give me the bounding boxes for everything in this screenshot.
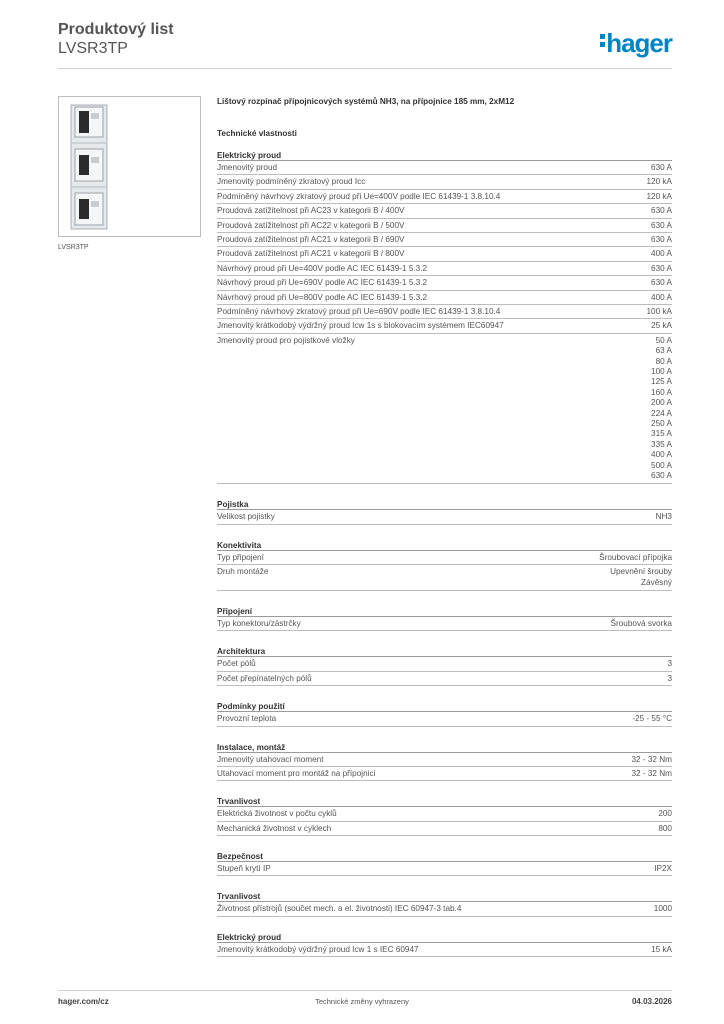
spec-value: 200 A [651,398,672,408]
section-title: Instalace, montáž [217,742,672,753]
page-title: Produktový list [58,21,174,38]
spec-label: Proudová zatížitelnost při AC21 v kategorii B / 800V [217,249,405,259]
spec-label: Jmenovitý krátkodobý výdržný proud Icw 1 s IEC 60947 [217,944,419,954]
product-code: LVSR3TP [58,40,128,57]
spec-values [654,904,672,915]
spec-values [647,192,673,203]
spec-row [217,161,672,175]
spec-label: Utahovací moment pro montáž na přípojnici [217,768,376,778]
spec-value: 100 A [651,366,672,376]
spec-value: 1000 [653,904,672,914]
spec-value: -25 - 55 °C [632,714,672,724]
technical-heading: Technické vlastnosti [217,129,297,138]
spec-values [611,619,672,630]
spec-values [667,674,672,685]
spec-value: 800 [658,823,672,833]
spec-row [217,753,672,767]
spec-row [217,551,672,565]
spec-row [217,190,672,204]
spec-values [658,824,672,835]
spec-value: 630 A [651,263,672,273]
spec-label: Návrhový proud při Ue=400V podle AC IEC 61439-1 5.3.2 [217,263,428,273]
spec-values [651,206,672,217]
spec-value: 100 kA [646,306,672,316]
spec-value: 315 A [651,429,672,439]
spec-row [217,617,672,631]
spec-values [632,755,673,766]
spec-row [217,291,672,305]
spec-row [217,822,672,836]
section-title: Elektrický proud [217,150,672,161]
spec-value: 125 A [651,377,672,387]
spec-row [217,712,672,726]
spec-row [217,319,672,333]
spec-row [217,672,672,686]
spec-label: Podmíněný návrhový zkratový proud při Ue=400V podle IEC 61439-1 3.8.10.4 [217,191,501,201]
spec-row [217,807,672,821]
spec-value: 32 - 32 Nm [631,754,672,764]
section-title: Připojení [217,606,672,617]
header-divider [58,68,672,69]
spec-row [217,767,672,781]
spec-values [651,235,672,246]
spec-value: 25 kA [651,321,672,331]
spec-value: 63 A [655,346,672,356]
spec-row [217,219,672,233]
spec-label: Počet přepínatelných pólů [217,673,312,683]
spec-content [217,96,672,957]
spec-value: 224 A [651,408,672,418]
spec-value: IP2X [654,864,672,874]
spec-value: 160 A [651,387,672,397]
spec-label: Stupeň krytí IP [217,864,271,874]
section-title: Architektura [217,646,672,657]
spec-values [632,769,673,780]
spec-value: 80 A [655,356,672,366]
spec-label: Návrhový proud při Ue=690V podle AC IEC 61439-1 5.3.2 [217,278,428,288]
spec-value: Šroubová svorka [610,618,672,628]
spec-row [217,862,672,876]
spec-row [217,902,672,916]
spec-row [217,305,672,319]
spec-value: 50 A [655,335,672,345]
spec-value: 32 - 32 Nm [631,768,672,778]
spec-label: Návrhový proud při Ue=800V podle AC IEC 61439-1 5.3.2 [217,292,428,302]
spec-row [217,204,672,218]
spec-row [217,657,672,671]
spec-value: 120 kA [646,177,672,187]
spec-value: 200 [658,809,672,819]
spec-value: 400 A [651,292,672,302]
spec-label: Proudová zatížitelnost při AC23 v kategorii B / 400V [217,206,405,216]
spec-values [656,512,672,523]
page-header [58,20,672,72]
spec-values [647,177,673,188]
spec-value: 3 [667,659,672,669]
footer-date: 04.03.2026 [631,997,672,1006]
spec-value: 15 kA [651,944,672,954]
spec-row [217,175,672,189]
section-title: Trvanlivost [217,891,672,902]
spec-value: 400 A [651,249,672,259]
spec-row [217,510,672,524]
spec-label: Počet pólů [217,659,256,669]
footer-divider [58,990,672,991]
spec-value: 630 A [651,470,672,480]
footer-note: Technické změny vyhrazeny [315,997,409,1006]
spec-values [651,163,672,174]
spec-value: Šroubovací přípojka [599,552,672,562]
spec-values [654,864,672,875]
spec-row [217,247,672,261]
spec-row [217,262,672,276]
spec-row [217,233,672,247]
spec-values [651,278,672,289]
spec-label: Jmenovitý utahovací moment [217,754,324,764]
spec-values [632,714,672,725]
section-title: Podmínky použití [217,701,672,712]
hager-logo [600,28,672,58]
section-title: Trvanlivost [217,796,672,807]
spec-values [651,336,672,482]
spec-label: Jmenovitý proud pro pojistkové vložky [217,335,355,345]
spec-label: Životnost přístrojů (součet mech. a el. životnosti) IEC 60947-3 tab.4 [217,904,462,914]
spec-values [651,249,672,260]
product-image [69,103,109,231]
spec-values [599,553,672,564]
spec-label: Druh montáže [217,567,269,577]
section-title: Pojistka [217,499,672,510]
spec-values [651,321,672,332]
spec-values [651,293,672,304]
spec-label: Jmenovitý podmíněný zkratový proud Icc [217,177,366,187]
spec-value: 400 A [651,450,672,460]
spec-label: Provozní teplota [217,714,277,724]
logo-colon-icon [600,31,606,50]
spec-values [651,221,672,232]
spec-values [658,809,672,820]
spec-value: 630 A [651,206,672,216]
spec-label: Typ konektoru/zástrčky [217,618,301,628]
spec-values [651,264,672,275]
spec-label: Elektrická životnost v počtu cyklů [217,809,337,819]
product-image-frame [58,96,201,237]
spec-label: Mechanická životnost v cyklech [217,823,332,833]
spec-value: Závěsný [641,577,672,587]
spec-values [651,945,672,956]
section-title: Elektrický proud [217,932,672,943]
spec-label: Velikost pojistky [217,512,275,522]
spec-label: Proudová zatížitelnost při AC21 v kategorii B / 690V [217,234,405,244]
spec-value: 630 A [651,220,672,230]
spec-value: 500 A [651,460,672,470]
spec-label: Podmíněný návrhový zkratový proud při Ue=690V podle IEC 61439-1 3.8.10.4 [217,306,501,316]
product-image-caption: LVSR3TP [58,244,89,251]
section-title: Konektivita [217,540,672,551]
spec-values [647,307,673,318]
product-description: Lištový rozpínač přípojnicových systémů NH3, na přípojnice 185 mm, 2xM12 [217,97,515,106]
spec-value: 630 A [651,234,672,244]
footer-website: hager.com/cz [58,997,109,1006]
section-title: Bezpečnost [217,851,672,862]
spec-value: 335 A [651,439,672,449]
spec-label: Typ připojení [217,552,264,562]
spec-values [610,567,672,588]
spec-value: NH3 [655,512,672,522]
spec-value: 250 A [651,418,672,428]
spec-row [217,565,672,591]
spec-row [217,943,672,957]
spec-label: Proudová zatížitelnost při AC22 v kategorii B / 500V [217,220,405,230]
spec-value: 630 A [651,278,672,288]
spec-label: Jmenovitý krátkodobý výdržný proud Icw 1s s blokovacím systémem IEC60947 [217,321,504,331]
logo-text: hager [606,28,672,58]
spec-value: 3 [667,673,672,683]
spec-value: Upevnění šrouby [610,567,672,577]
spec-values [667,659,672,670]
spec-value: 630 A [651,163,672,172]
spec-sections [217,150,672,957]
spec-value: 120 kA [646,191,672,201]
spec-row [217,276,672,290]
spec-label: Jmenovitý proud [217,163,278,172]
spec-row [217,334,672,485]
